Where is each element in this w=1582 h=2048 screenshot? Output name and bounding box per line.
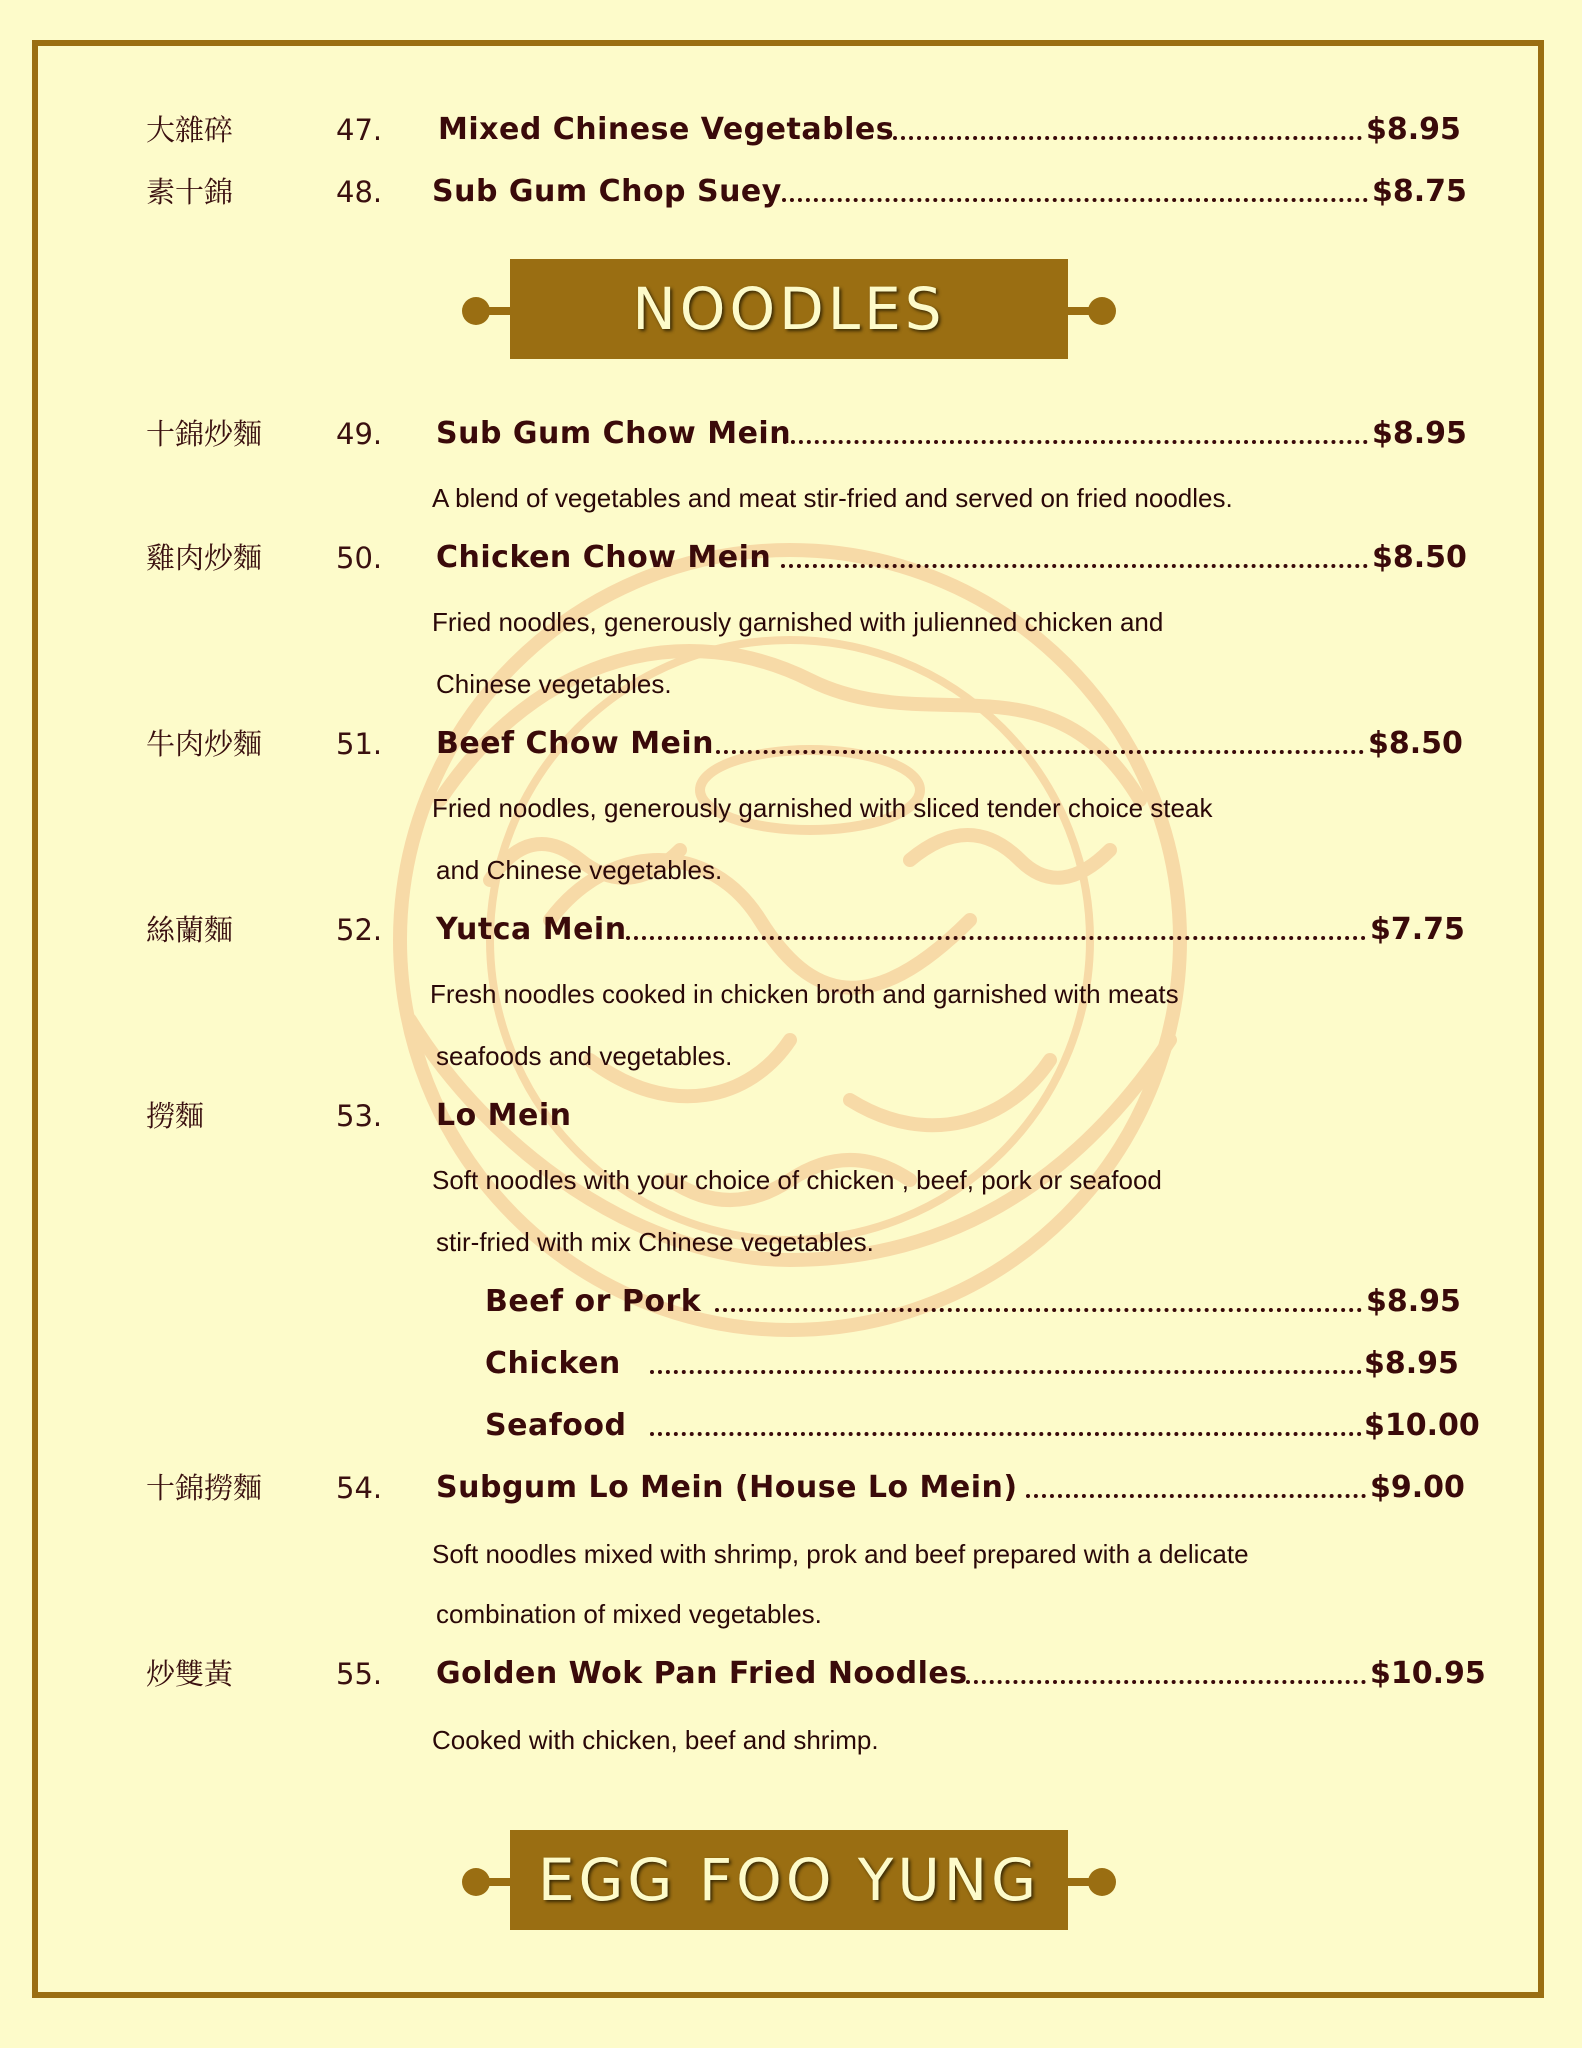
item-number: 47. — [336, 113, 383, 147]
option-name: Beef or Pork — [485, 1284, 702, 1319]
item-price: $8.50 — [1372, 540, 1467, 575]
menu-item — [0, 1468, 1582, 1528]
item-name: Subgum Lo Mein (House Lo Mein) — [436, 1470, 1018, 1505]
option-price: $8.95 — [1366, 1284, 1461, 1319]
section-banner — [462, 1830, 1116, 1940]
item-price: $8.75 — [1372, 174, 1467, 209]
item-description: Cooked with chicken, beef and shrimp. — [432, 1725, 879, 1755]
item-price: $8.95 — [1372, 416, 1467, 451]
section-title: EGG FOO YUNG — [510, 1830, 1068, 1930]
dot-leader — [783, 440, 1368, 444]
item-number: 53. — [336, 1099, 383, 1133]
banner-left-stub — [480, 307, 510, 315]
menu-item — [0, 538, 1582, 598]
chinese-name: 十錦炒麵 — [146, 417, 263, 451]
menu-item — [0, 414, 1582, 474]
item-name: Yutca Mein — [436, 912, 627, 947]
section-banner — [462, 259, 1116, 369]
item-description: combination of mixed vegetables. — [436, 1599, 822, 1629]
dot-leader — [1026, 1494, 1366, 1498]
menu-item — [0, 910, 1582, 970]
item-number: 49. — [336, 417, 383, 451]
item-name: Sub Gum Chop Suey — [432, 174, 782, 209]
item-price: $9.00 — [1370, 1470, 1465, 1505]
item-description: Fried noodles, generously garnished with sliced tender choice steak — [432, 793, 1213, 823]
item-name: Sub Gum Chow Mein — [436, 416, 792, 451]
chinese-name: 素十錦 — [146, 175, 234, 209]
item-price: $8.50 — [1368, 726, 1463, 761]
item-description: Soft noodles with your choice of chicken , beef, pork or seafood — [432, 1165, 1162, 1195]
item-name: Beef Chow Mein — [436, 726, 715, 761]
menu-item — [0, 1654, 1582, 1714]
item-name: Lo Mein — [436, 1098, 572, 1133]
menu-item — [0, 110, 1582, 170]
chinese-name: 十錦撈麵 — [146, 1471, 263, 1505]
chinese-name: 撈麵 — [146, 1099, 205, 1133]
option-price: $10.00 — [1364, 1408, 1480, 1443]
item-number: 52. — [336, 913, 383, 947]
banner-left-stub — [480, 1878, 510, 1886]
chinese-name: 雞肉炒麵 — [146, 541, 263, 575]
dot-leader — [782, 198, 1368, 202]
item-price: $10.95 — [1370, 1656, 1486, 1691]
dot-leader — [781, 564, 1368, 568]
item-description: Fried noodles, generously garnished with julienned chicken and — [432, 607, 1164, 637]
option-name: Seafood — [485, 1408, 627, 1443]
banner-right-knob — [1088, 297, 1116, 325]
item-description: and Chinese vegetables. — [436, 855, 723, 885]
chinese-name: 牛肉炒麵 — [146, 727, 263, 761]
dot-leader — [716, 750, 1364, 754]
dot-leader — [650, 1370, 1362, 1374]
item-description: Chinese vegetables. — [436, 669, 672, 699]
item-description: Fresh noodles cooked in chicken broth and garnished with meats — [430, 979, 1179, 1009]
item-name: Golden Wok Pan Fried Noodles — [436, 1656, 968, 1691]
dot-leader — [650, 1432, 1362, 1436]
item-number: 51. — [336, 727, 383, 761]
section-title: NOODLES — [510, 259, 1068, 359]
item-name: Mixed Chinese Vegetables — [438, 112, 895, 147]
item-number: 50. — [336, 541, 383, 575]
item-description: seafoods and vegetables. — [436, 1041, 733, 1071]
menu-item — [0, 172, 1582, 232]
dot-leader — [966, 1680, 1366, 1684]
item-number: 55. — [336, 1657, 383, 1691]
lo-mein-option — [0, 1406, 1582, 1466]
item-name: Chicken Chow Mein — [436, 540, 772, 575]
lo-mein-option — [0, 1282, 1582, 1342]
option-name: Chicken — [485, 1346, 621, 1381]
dot-leader — [715, 1308, 1362, 1312]
menu-item — [0, 724, 1582, 784]
item-number: 54. — [336, 1471, 383, 1505]
menu-item — [0, 1096, 1582, 1156]
chinese-name: 炒雙黃 — [146, 1657, 234, 1691]
item-price: $8.95 — [1366, 112, 1461, 147]
banner-right-knob — [1088, 1868, 1116, 1896]
chinese-name: 大雜碎 — [146, 113, 234, 147]
item-description: Soft noodles mixed with shrimp, prok and beef prepared with a delicate — [432, 1539, 1249, 1569]
item-description: stir-fried with mix Chinese vegetables. — [436, 1227, 874, 1257]
chinese-name: 絲蘭麵 — [146, 913, 234, 947]
item-price: $7.75 — [1370, 912, 1465, 947]
lo-mein-option — [0, 1344, 1582, 1404]
item-description: A blend of vegetables and meat stir-fried and served on fried noodles. — [432, 483, 1233, 513]
dot-leader — [626, 936, 1366, 940]
dot-leader — [893, 136, 1362, 140]
option-price: $8.95 — [1364, 1346, 1459, 1381]
item-number: 48. — [336, 175, 383, 209]
